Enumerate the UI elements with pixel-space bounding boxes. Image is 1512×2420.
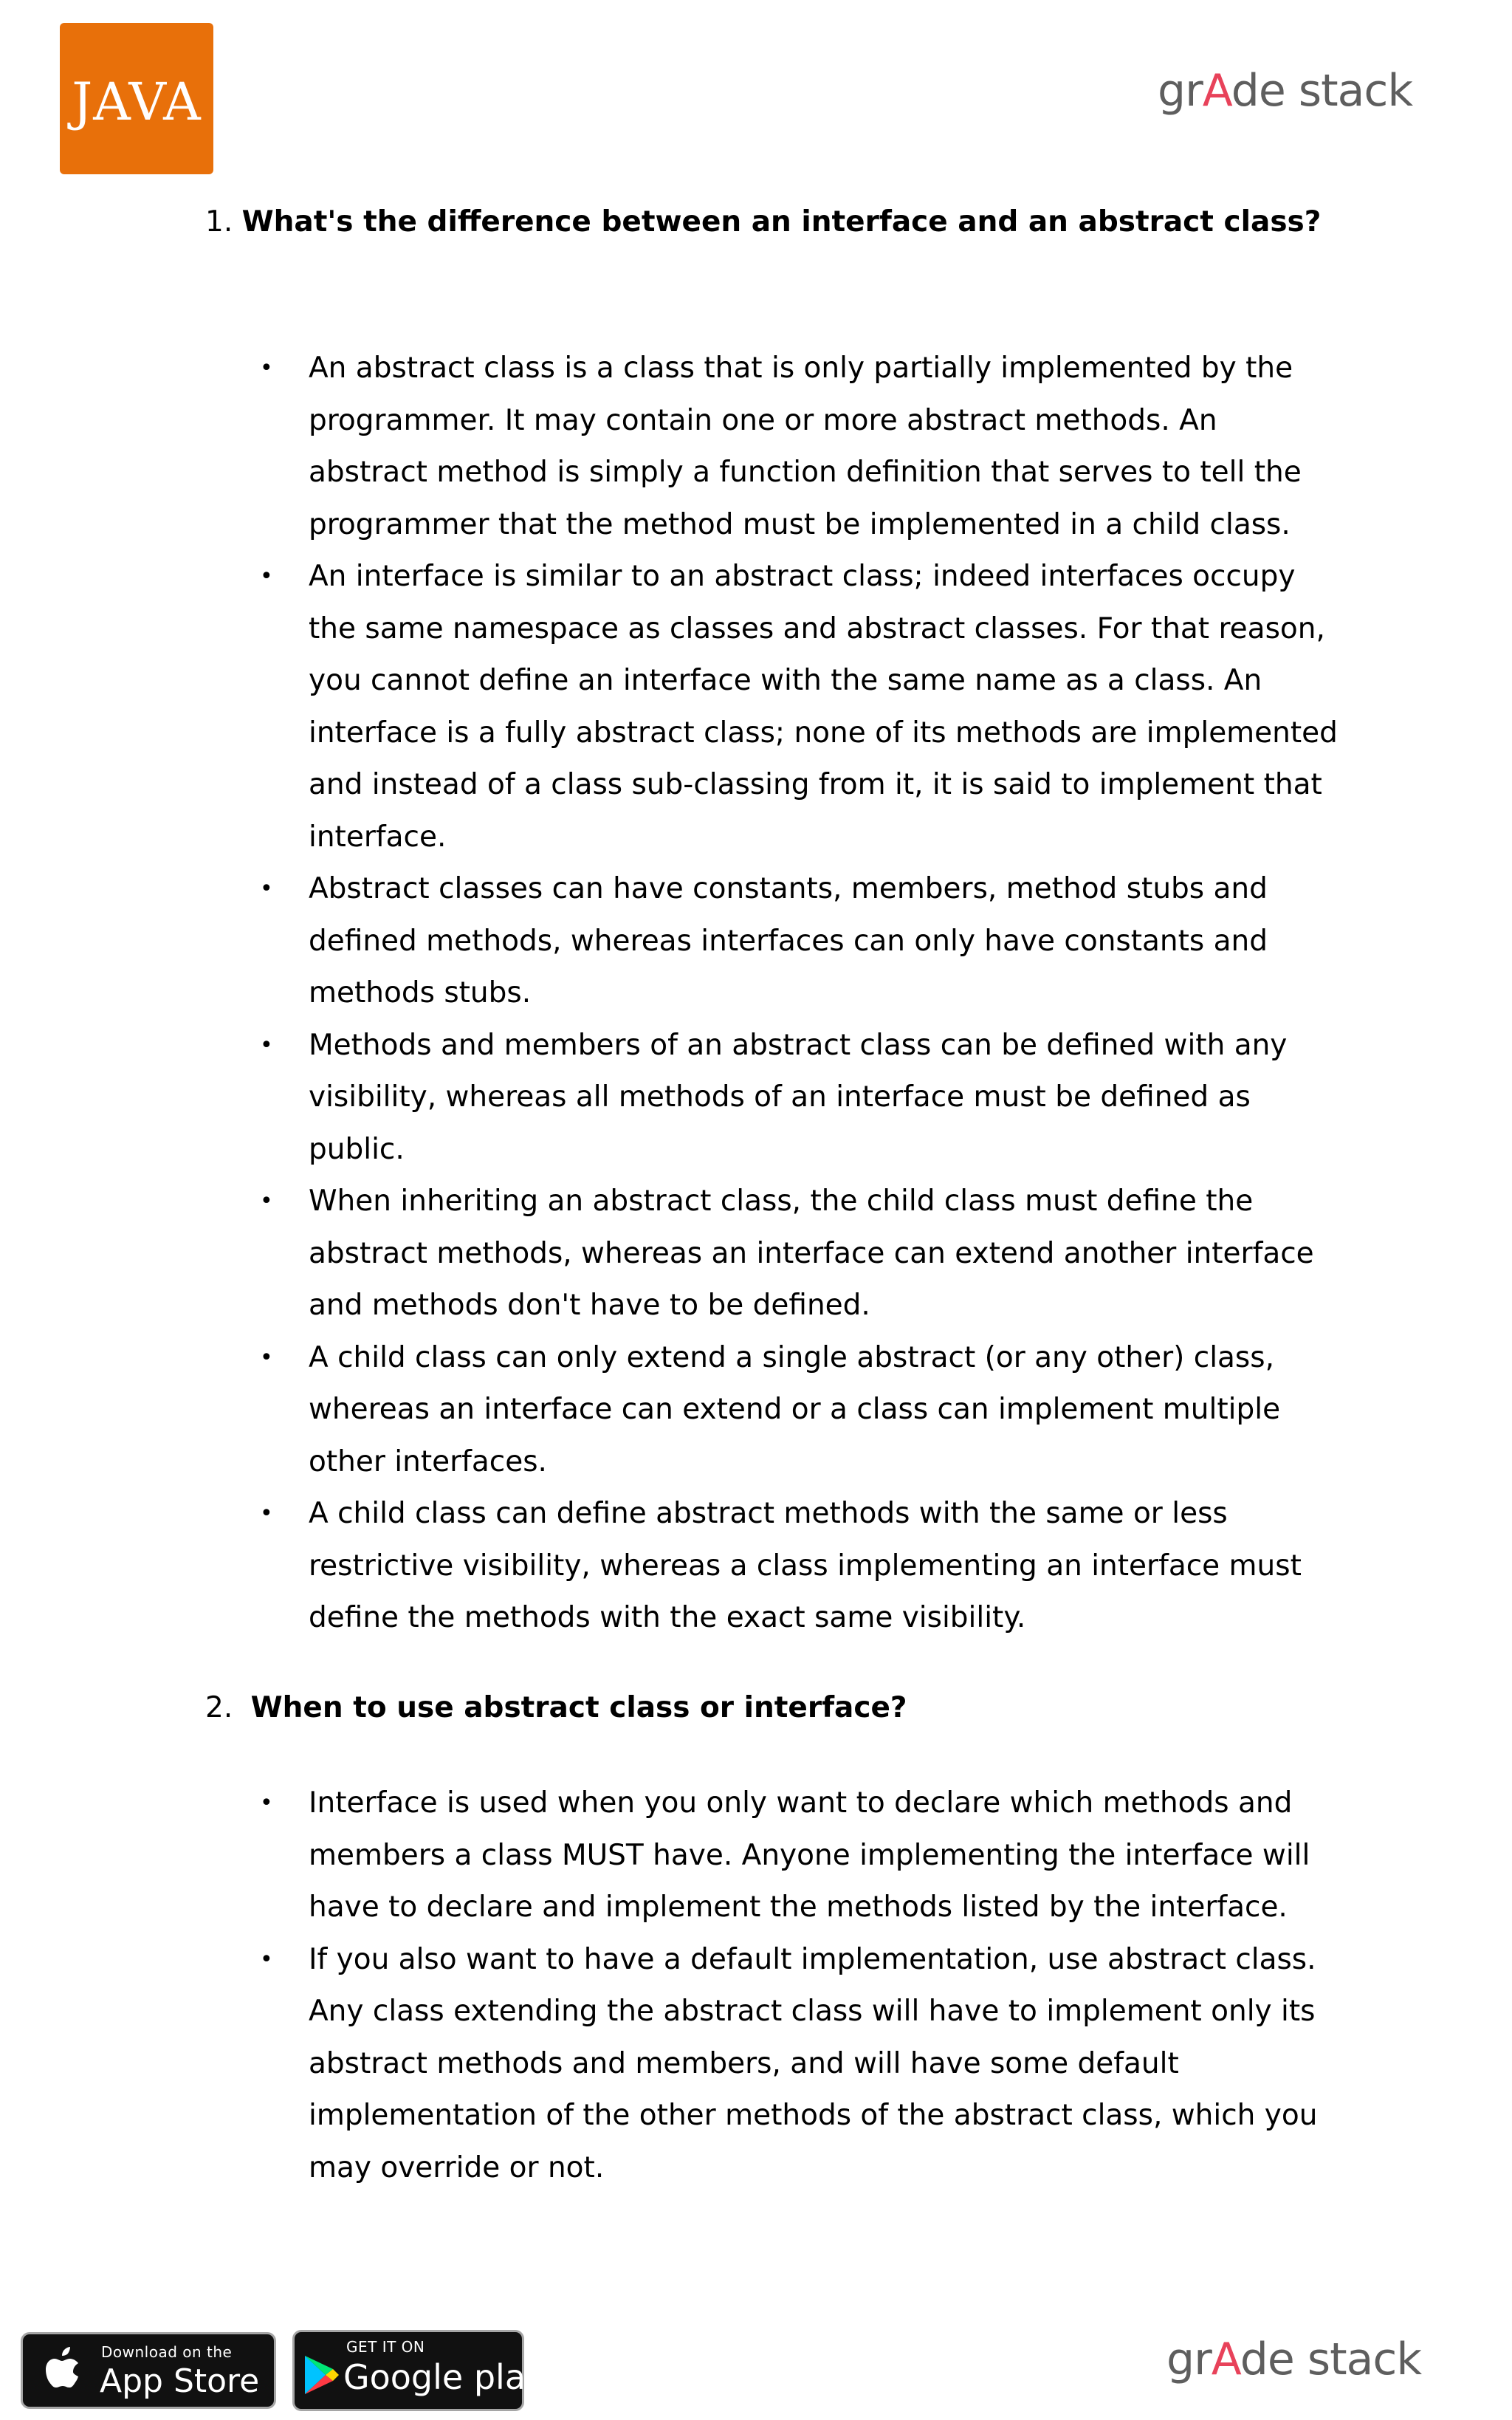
- bullet-text-line: and methods don't have to be defined.: [309, 1289, 870, 1322]
- bullet-text-line: implementation of the other methods of the abstract class, which you: [309, 2099, 1318, 2132]
- bullet-text-line: other interfaces.: [309, 1444, 547, 1478]
- bullet-item: [0, 1332, 1342, 1489]
- apple-icon: [41, 2345, 85, 2396]
- bullet-text-line: methods stubs.: [309, 976, 532, 1010]
- bullet-dot: •: [260, 1946, 273, 1972]
- bullet-text-line: An abstract class is a class that is only partially implemented by the: [309, 352, 1293, 385]
- google-play-badge[interactable]: [292, 2330, 546, 2411]
- question-2-bullet-list: [0, 1778, 1342, 2194]
- bullet-text-line: An interface is similar to an abstract class; indeed interfaces occupy: [309, 560, 1296, 593]
- bullet-text-line: you cannot define an interface with the same name as a class. An: [309, 664, 1262, 697]
- app-store-small-text: Download on the: [101, 2343, 233, 2361]
- bullet-text-line: interface is a fully abstract class; none of its methods are implemented: [309, 716, 1338, 750]
- bullet-text-line: A child class can only extend a single abstract (or any other) class,: [309, 1340, 1274, 1374]
- bullet-text-line: When inheriting an abstract class, the child class must define the: [309, 1185, 1254, 1218]
- bullet-dot: •: [260, 355, 273, 381]
- bullet-text-line: abstract methods, whereas an interface can extend another interface: [309, 1236, 1314, 1270]
- question-2-heading: [205, 1691, 907, 1724]
- bullet-text-line: Interface is used when you only want to declare which methods and: [309, 1786, 1293, 1820]
- gradestack-logo-footer: [1166, 2334, 1421, 2385]
- bullet-text-line: Methods and members of an abstract class can be defined with any: [309, 1028, 1288, 1062]
- bullet-item: [0, 551, 1342, 863]
- google-play-big-text: Google play: [343, 2357, 546, 2397]
- bullet-text-line: and instead of a class sub-classing from it, it is said to implement that: [309, 768, 1322, 801]
- bullet-item: [0, 1778, 1342, 1934]
- java-logo-text: JAVA: [72, 71, 202, 132]
- bullet-text-line: defined methods, whereas interfaces can only have constants and: [309, 924, 1268, 958]
- bullet-item: [0, 343, 1342, 551]
- google-play-icon: [303, 2354, 340, 2396]
- bullet-text-line: programmer. It may contain one or more abstract methods. An: [309, 403, 1217, 437]
- brand-accent: A: [1202, 65, 1231, 117]
- app-store-big-text: App Store: [100, 2362, 260, 2400]
- bullet-dot: •: [260, 1344, 273, 1371]
- question-2-number: 2.: [205, 1691, 233, 1724]
- bullet-dot: •: [260, 1501, 273, 1526]
- app-store-badge[interactable]: [21, 2332, 276, 2409]
- bullet-text-line: abstract method is simply a function definition that serves to tell the: [309, 456, 1302, 489]
- bullet-text-line: If you also want to have a default implementation, use abstract class.: [309, 1942, 1316, 1976]
- bullet-text-line: may override or not.: [309, 2150, 605, 2184]
- brand-part1: gr: [1166, 2334, 1212, 2385]
- bullet-item: [0, 1934, 1342, 2195]
- bullet-text-line: A child class can define abstract methods with the same or less: [309, 1497, 1228, 1530]
- brand-accent: A: [1211, 2334, 1240, 2385]
- bullet-item: [0, 1488, 1342, 1645]
- gradestack-logo-header: [1158, 65, 1412, 117]
- brand-part1: gr: [1158, 65, 1203, 117]
- bullet-text-line: programmer that the method must be implemented in a child class.: [309, 507, 1291, 541]
- bullet-dot: •: [260, 1032, 273, 1058]
- bullet-dot: •: [260, 876, 273, 902]
- question-1-number: 1.: [205, 205, 233, 239]
- bullet-dot: •: [260, 563, 273, 589]
- question-1-title: What's the difference between an interface and an abstract class?: [241, 205, 1322, 239]
- bullet-text-line: whereas an interface can extend or a class can implement multiple: [309, 1393, 1281, 1426]
- bullet-text-line: define the methods with the exact same visibility.: [309, 1601, 1026, 1634]
- bullet-text-line: have to declare and implement the methods listed by the interface.: [309, 1891, 1288, 1924]
- bullet-text-line: Any class extending the abstract class will have to implement only its: [309, 1995, 1316, 2028]
- bullet-dot: •: [260, 1790, 273, 1816]
- bullet-dot: •: [260, 1188, 273, 1214]
- bullet-text-line: Abstract classes can have constants, members, method stubs and: [309, 872, 1268, 905]
- bullet-text-line: visibility, whereas all methods of an interface must be defined as: [309, 1080, 1251, 1114]
- bullet-text-line: the same namespace as classes and abstract classes. For that reason,: [309, 611, 1325, 645]
- bullet-item: [0, 863, 1342, 1020]
- question-1-bullet-list: [0, 343, 1342, 1645]
- bullet-text-line: restrictive visibility, whereas a class implementing an interface must: [309, 1549, 1302, 1583]
- question-1-heading: [205, 205, 1321, 239]
- brand-part2: de stack: [1240, 2334, 1422, 2385]
- bullet-text-line: members a class MUST have. Anyone implementing the interface will: [309, 1838, 1310, 1872]
- google-play-small-text: GET IT ON: [346, 2338, 425, 2356]
- bullet-text-line: abstract methods and members, and will have some default: [309, 2046, 1179, 2080]
- brand-part2: de stack: [1231, 65, 1413, 117]
- java-logo: [60, 23, 213, 174]
- bullet-text-line: interface.: [309, 820, 447, 854]
- bullet-text-line: public.: [309, 1132, 405, 1166]
- question-2-title: When to use abstract class or interface?: [250, 1691, 907, 1724]
- bullet-item: [0, 1020, 1342, 1176]
- bullet-item: [0, 1176, 1342, 1332]
